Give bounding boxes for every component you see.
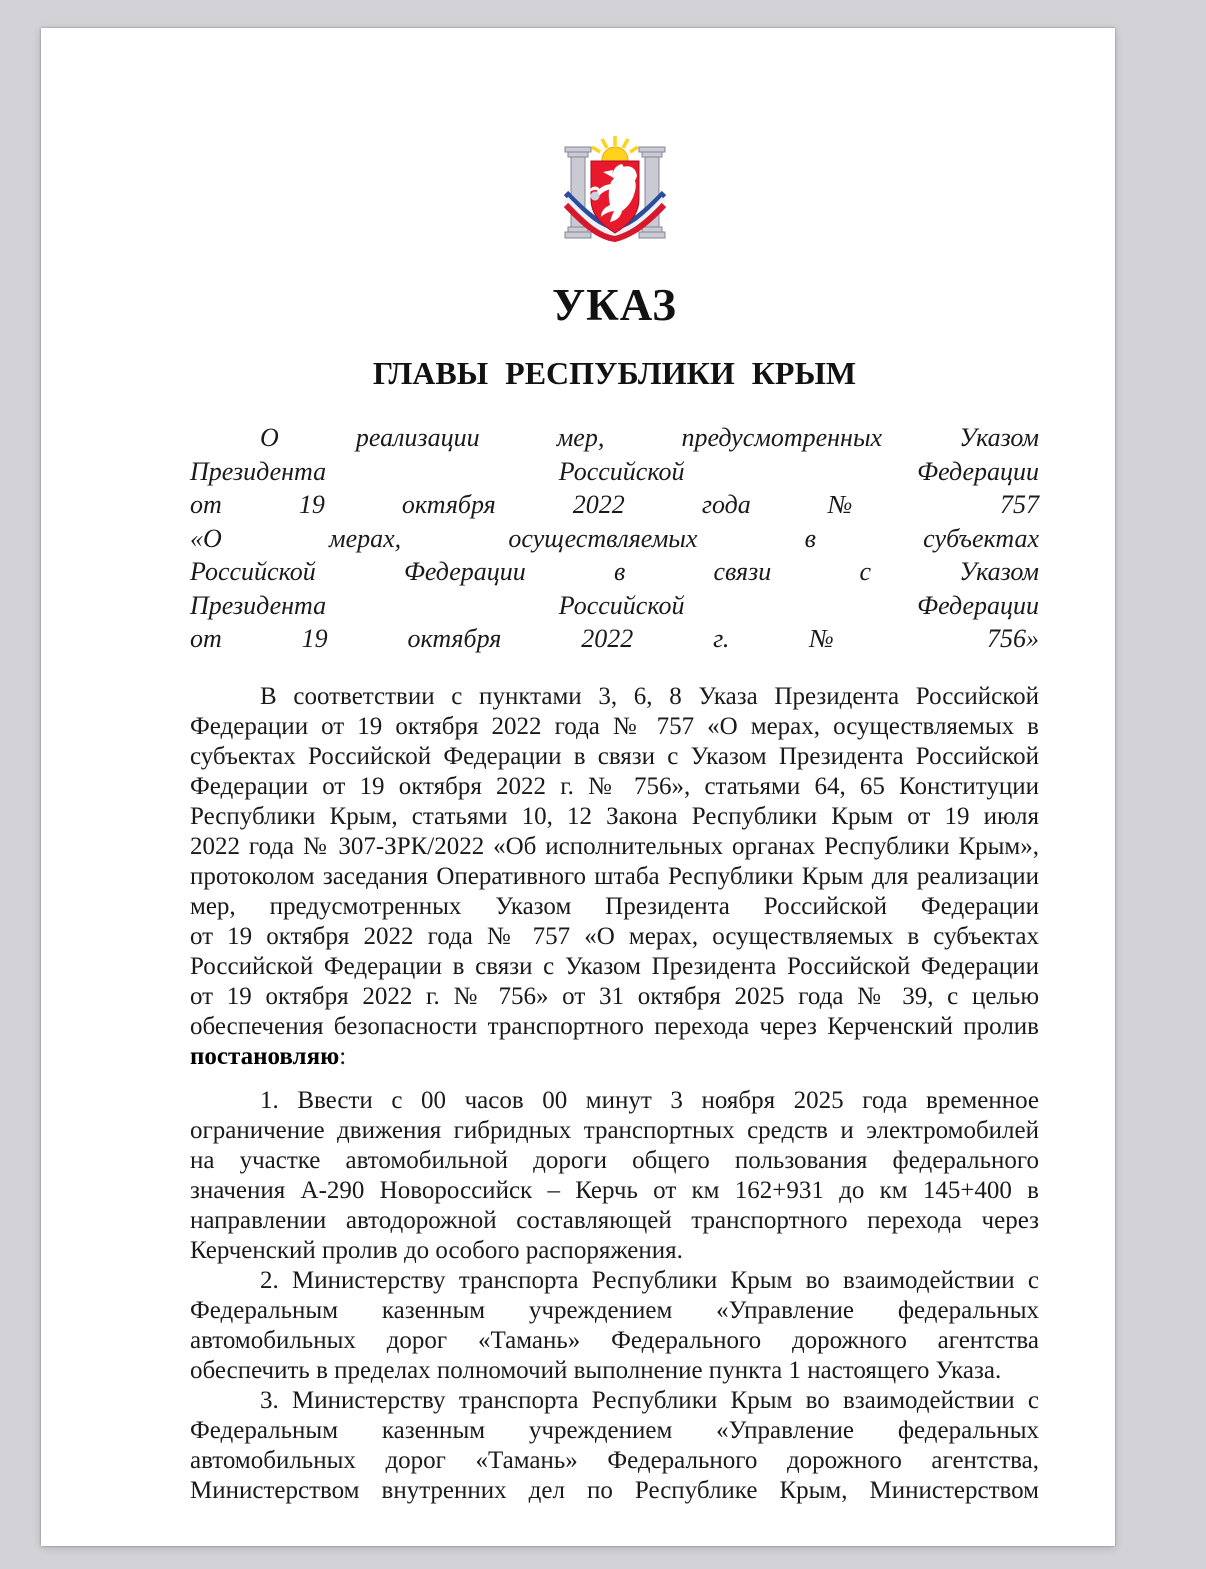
decree-issuer-subtitle: ГЛАВЫ РЕСПУБЛИКИ КРЫМ — [372, 355, 857, 391]
decree-item-1: 1. Ввести с 00 часов 00 минут 3 ноября 2025 года временное ограничение движения гибридных транспортных средств и электромобилей на участке автомобильной дороги общего пользования федерального значения А-290 Новороссийск – Керчь от км 162+931 до км 145+400 в направлении автодорожной составляющей транспортного перехода через Керченский пролив до особого распоряжения. — [190, 1086, 1039, 1264]
decree-subject-block — [190, 421, 1039, 656]
resolution-colon: : — [339, 1042, 347, 1070]
decree-body — [190, 682, 1039, 1506]
preamble-paragraph: В соответствии с пунктами 3, 6, 8 Указа Президента Российской Федерации от 19 октября 2022 года № 757 «О мерах, осуществляемых в субъектах Российской Федерации в связи с Указом Президента Российской Федерации от 19 октября 2022 г. № 756», статьями 64, 65 Конституции Республики Крым, статьями 10, 12 Закона Республики Крым от 19 июля 2022 года № 307-ЗРК/2022 «Об исполнительных органах Республики Крым», протоколом заседания Оперативного штаба Республики Крым для реализации мер, предусмотренных Указом Президента Российской Федерации от 19 октября 2022 года № 757 «О мерах, осуществляемых в субъектах Российской Федерации в связи с Указом Президента Российской Федерации от 19 октября 2022 г. № 756» от 31 октября 2025 года № 39, с целью обеспечения безопасности транспортного перехода через Керченский пролив — [190, 682, 1039, 1040]
decree-title: УКАЗ — [552, 280, 677, 330]
decree-item-2: 2. Министерству транспорта Республики Крым во взаимодействии с Федеральным казенным учреждением «Управление федеральных автомобильных дорог «Тамань» Федерального дорожного агентства обеспечить в пределах полномочий выполнение пункта 1 настоящего Указа. — [190, 1266, 1039, 1384]
document-page — [41, 28, 1115, 1546]
resolution-word: постановляю — [190, 1042, 340, 1070]
decree-subject-lines: О реализации мер, предусмотренных Указом Президента Российской Федерации от 19 октября 2022 года № 757 «О мерах, осуществляемых в субъектах Российской Федерации в связи с Указом Президента Российской Федерации от 19 октября 2022 г. № 756» — [190, 423, 1039, 653]
resolution-line — [190, 1042, 1039, 1072]
decree-item-3: 3. Министерству транспорта Республики Крым во взаимодействии с Федеральным казенным учреждением «Управление федеральных автомобильных дорог «Тамань» Федерального дорожного агентства, Министерством внутренних дел по Республике Крым, Министерством — [190, 1386, 1039, 1504]
crimea-coat-of-arms-icon — [561, 135, 669, 251]
